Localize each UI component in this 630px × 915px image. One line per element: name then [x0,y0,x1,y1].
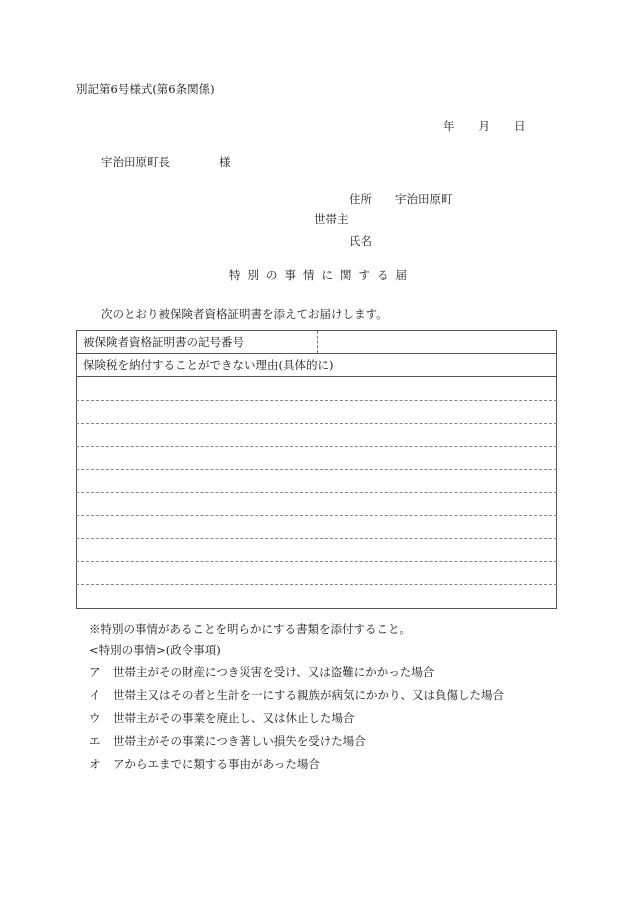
document-title: 特別の事情に関する届 [229,268,414,282]
name-label: 氏名 [349,234,372,248]
item-text: 世帯主がその事業につき著しい損失を受けた場合 [113,734,366,748]
item-mark: ア [89,665,101,679]
item-text: アからエまでに類する事由があった場合 [113,757,320,771]
writing-line [76,400,557,401]
writing-line [76,423,557,424]
certificate-number-label: 被保険者資格証明書の記号番号 [77,331,318,354]
item-mark: エ [89,734,101,748]
item-mark: オ [89,757,101,771]
writing-line [76,515,557,516]
date-day: 日 [514,119,526,133]
address-value: 宇治田原町 [395,192,453,206]
list-item [89,757,320,771]
list-item [89,665,434,679]
writing-line [76,446,557,447]
household-head-label: 世帯主 [314,212,349,226]
item-text: 世帯主がその財産につき災害を受け、又は盗難にかかった場合 [113,665,435,679]
reason-label: 保険税を納付することができない理由(具体的に) [77,354,557,377]
list-item [89,711,355,725]
writing-line [76,584,557,585]
address-label: 住所 [349,192,372,206]
writing-line [76,492,557,493]
list-item [89,688,504,702]
date-month: 月 [478,119,490,133]
item-mark: イ [89,688,101,702]
attachment-note: ※特別の事情があることを明らかにする書類を添付すること。 [89,622,411,636]
date-year: 年 [443,119,455,133]
addressee-name: 宇治田原町長 [101,155,170,169]
item-text: 世帯主又はその者と生計を一にする親族が病気にかかり、又は負傷した場合 [113,688,504,702]
special-circumstances-heading: <特別の事情>(政令事項) [89,643,221,657]
list-item [89,734,366,748]
intro-text: 次のとおり被保険者資格証明書を添えてお届けします。 [101,307,388,321]
item-mark: ウ [89,711,101,725]
reason-writing-lines [76,377,557,608]
certificate-number-field[interactable] [318,331,557,354]
form-label: 別記第6号様式(第6条関係) [76,82,215,96]
writing-line [76,538,557,539]
item-text: 世帯主がその事業を廃止し、又は休止した場合 [113,711,355,725]
writing-line [76,561,557,562]
table-row [77,331,557,354]
table-row [77,354,557,377]
addressee-honorific: 様 [219,155,231,169]
writing-line [76,469,557,470]
date-line [443,119,526,133]
